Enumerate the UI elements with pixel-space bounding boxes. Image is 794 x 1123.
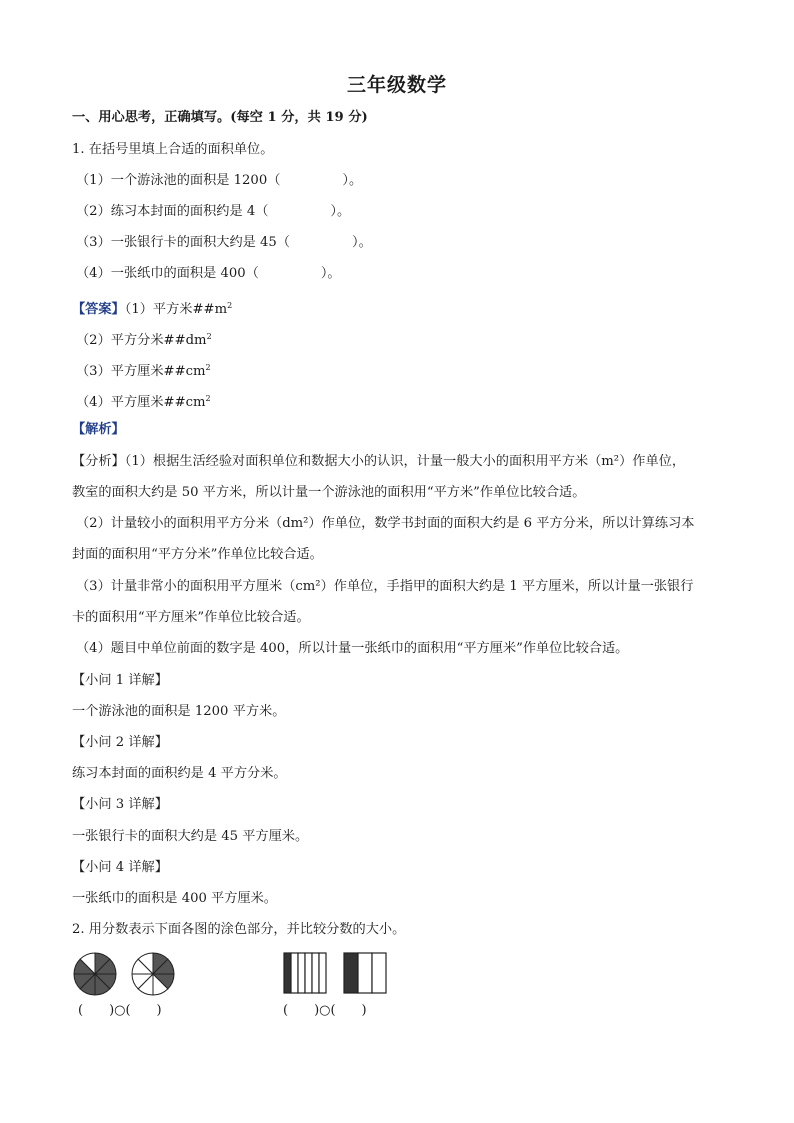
- detail-text-1: 一个游泳池的面积是 1200 平方米。: [72, 704, 286, 719]
- analysis-line-1: [72, 452, 685, 472]
- q1-item-3: [76, 233, 372, 253]
- superscript: 2: [227, 301, 233, 310]
- strip: [291, 953, 298, 993]
- analysis-line-2: 教室的面积大约是 50 平方米，所以计量一个游泳池的面积用“平方米”作单位比较合适。: [72, 485, 586, 500]
- analysis-line-4: 封面的面积用“平方分米”作单位比较合适。: [72, 547, 323, 562]
- page-title: 三年级数学: [346, 74, 447, 96]
- shaded-strip: [284, 953, 291, 993]
- q1-item-2: [76, 202, 350, 222]
- answer-4: （4）平方厘米##cm: [76, 395, 206, 410]
- circle-figure-1: [72, 951, 118, 997]
- compare-blanks-right[interactable]: ( )○( ): [283, 1003, 367, 1018]
- detail-text-4: 一张纸巾的面积是 400 平方厘米。: [72, 891, 277, 906]
- rect-figure-2: [343, 952, 387, 994]
- q1-item-4-end: ）。: [320, 266, 341, 281]
- circle-figure-2: [130, 951, 176, 997]
- strip: [372, 953, 386, 993]
- q1-item-1: [76, 171, 362, 191]
- strip: [298, 953, 305, 993]
- answer-row-2: [76, 327, 212, 351]
- q1-item-4: [76, 264, 341, 284]
- answer-1: （1）平方米##m: [124, 302, 228, 317]
- q1-item-4-text: （4）一张纸巾的面积是 400（: [76, 266, 259, 281]
- analysis-line-5: （3）计量非常小的面积用平方厘米（cm²）作单位，手指甲的面积大约是 1 平方厘米，所以计量一张银行: [76, 579, 694, 594]
- strip: [305, 953, 312, 993]
- strip: [358, 953, 372, 993]
- answer-row-1: [72, 296, 232, 320]
- rect-figure-1: [283, 952, 327, 994]
- answer-row-3: [76, 358, 211, 382]
- detail-tag-4: 【小问 4 详解】: [72, 860, 168, 875]
- answer-2: （2）平方分米##dm: [76, 333, 207, 348]
- detail-tag-3: 【小问 3 详解】: [72, 797, 168, 812]
- superscript: 2: [205, 394, 211, 403]
- detail-text-2: 练习本封面的面积约是 4 平方分米。: [72, 766, 287, 781]
- section-heading: 一、用心思考，正确填写。(每空 1 分，共 19 分): [72, 110, 368, 125]
- question-2-stem: 2. 用分数表示下面各图的涂色部分，并比较分数的大小。: [72, 922, 406, 937]
- shaded-strip: [344, 953, 358, 993]
- analysis-line-6: 卡的面积用“平方厘米”作单位比较合适。: [72, 610, 310, 625]
- superscript: 2: [206, 332, 212, 341]
- q1-item-2-end: ）。: [330, 204, 351, 219]
- question-1-stem: 1. 在括号里填上合适的面积单位。: [72, 142, 274, 157]
- answer-row-4: [76, 389, 211, 413]
- analysis-line-3: （2）计量较小的面积用平方分米（dm²）作单位，数学书封面的面积大约是 6 平方分米，所以计算练习本: [76, 516, 695, 531]
- analysis-text: （1）根据生活经验对面积单位和数据大小的认识，计量一般大小的面积用平方米（m²）作单位，: [124, 454, 686, 469]
- answer-tag: 【答案】: [72, 302, 125, 317]
- strip: [319, 953, 326, 993]
- q1-item-3-text: （3）一张银行卡的面积大约是 45（: [76, 235, 290, 250]
- strip: [312, 953, 319, 993]
- analysis-tag: 【分析】: [72, 454, 125, 469]
- detail-tag-1: 【小问 1 详解】: [72, 673, 168, 688]
- jiexi-tag: 【解析】: [72, 422, 125, 437]
- q1-item-2-text: （2）练习本封面的面积约是 4（: [76, 204, 269, 219]
- answer-3: （3）平方厘米##cm: [76, 364, 206, 379]
- q1-item-3-end: ）。: [352, 235, 372, 250]
- compare-blanks-left[interactable]: ( )○( ): [78, 1003, 162, 1018]
- detail-text-3: 一张银行卡的面积大约是 45 平方厘米。: [72, 829, 309, 844]
- q1-item-1-text: （1）一个游泳池的面积是 1200（: [76, 173, 281, 188]
- q1-item-1-end: ）。: [342, 173, 363, 188]
- superscript: 2: [205, 363, 211, 372]
- detail-tag-2: 【小问 2 详解】: [72, 735, 168, 750]
- analysis-line-7: （4）题目中单位前面的数字是 400，所以计量一张纸巾的面积用“平方厘米”作单位比较合适。: [76, 641, 629, 656]
